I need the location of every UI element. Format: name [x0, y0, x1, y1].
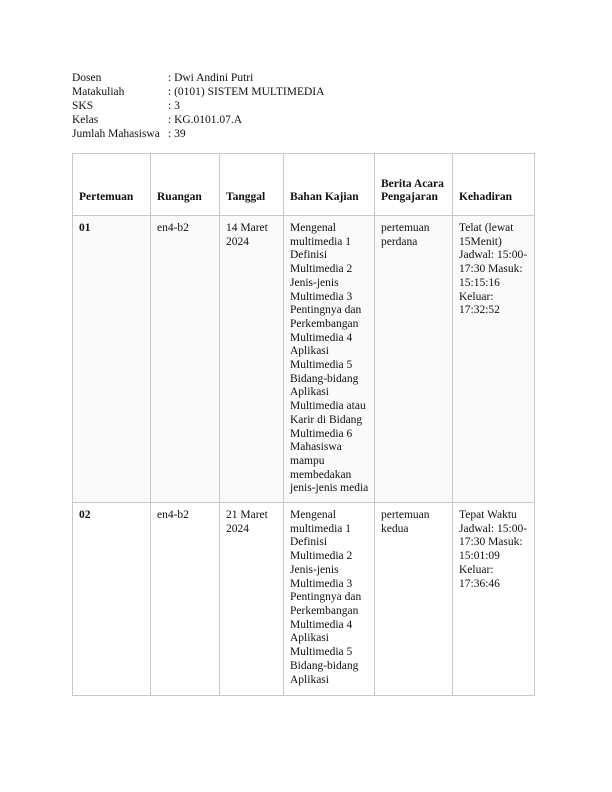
table-row	[73, 216, 535, 503]
attendance-table	[72, 153, 535, 696]
header-kehadiran: Kehadiran	[453, 154, 535, 216]
info-label: Kelas	[72, 114, 99, 126]
info-value: : (0101) SISTEM MULTIMEDIA	[168, 86, 325, 98]
info-row-matakuliah	[72, 85, 324, 99]
header-tanggal: Tanggal	[220, 154, 284, 216]
info-label: Dosen	[72, 72, 102, 84]
cell-berita-acara: pertemuan perdana	[375, 216, 453, 503]
cell-kehadiran: Telat (lewat 15Menit) Jadwal: 15:00-17:30 Masuk: 15:15:16 Keluar: 17:32:52	[453, 216, 535, 503]
info-label: Matakuliah	[72, 86, 125, 98]
info-row-dosen	[72, 71, 324, 85]
cell-kehadiran: Tepat Waktu Jadwal: 15:00-17:30 Masuk: 15:01:09 Keluar: 17:36:46	[453, 503, 535, 696]
cell-tanggal: 14 Maret 2024	[220, 216, 284, 503]
cell-pertemuan: 01	[73, 216, 151, 503]
cell-pertemuan: 02	[73, 503, 151, 696]
info-row-kelas	[72, 113, 324, 127]
header-ruangan: Ruangan	[151, 154, 220, 216]
table-header-row	[73, 154, 535, 216]
info-value: : 3	[168, 100, 180, 112]
cell-ruangan: en4-b2	[151, 503, 220, 696]
info-row-jumlah-mahasiswa	[72, 127, 324, 141]
cell-tanggal: 21 Maret 2024	[220, 503, 284, 696]
info-value: : 39	[168, 128, 186, 140]
header-berita-acara: Berita Acara Pengajaran	[375, 154, 453, 216]
header-pertemuan: Pertemuan	[73, 154, 151, 216]
info-row-sks	[72, 99, 324, 113]
info-value: : Dwi Andini Putri	[168, 72, 254, 84]
header-bahan-kajian: Bahan Kajian	[284, 154, 375, 216]
table-row	[73, 503, 535, 696]
cell-berita-acara: pertemuan kedua	[375, 503, 453, 696]
cell-bahan-kajian: Mengenal multimedia 1 Definisi Multimedia 2 Jenis-jenis Multimedia 3 Pentingnya dan Perkembangan Multimedia 4 Aplikasi Multimedia 5 Bidang-bidang Aplikasi Multimedia atau Karir di Bidang Multimedia 6 Mahasiswa mampu membedakan jenis-jenis media	[284, 216, 375, 503]
info-label: Jumlah Mahasiswa	[72, 128, 160, 140]
info-value: : KG.0101.07.A	[168, 114, 243, 126]
course-info	[72, 71, 324, 141]
cell-ruangan: en4-b2	[151, 216, 220, 503]
info-label: SKS	[72, 100, 94, 112]
cell-bahan-kajian: Mengenal multimedia 1 Definisi Multimedia 2 Jenis-jenis Multimedia 3 Pentingnya dan Perkembangan Multimedia 4 Aplikasi Multimedia 5 Bidang-bidang Aplikasi	[284, 503, 375, 696]
